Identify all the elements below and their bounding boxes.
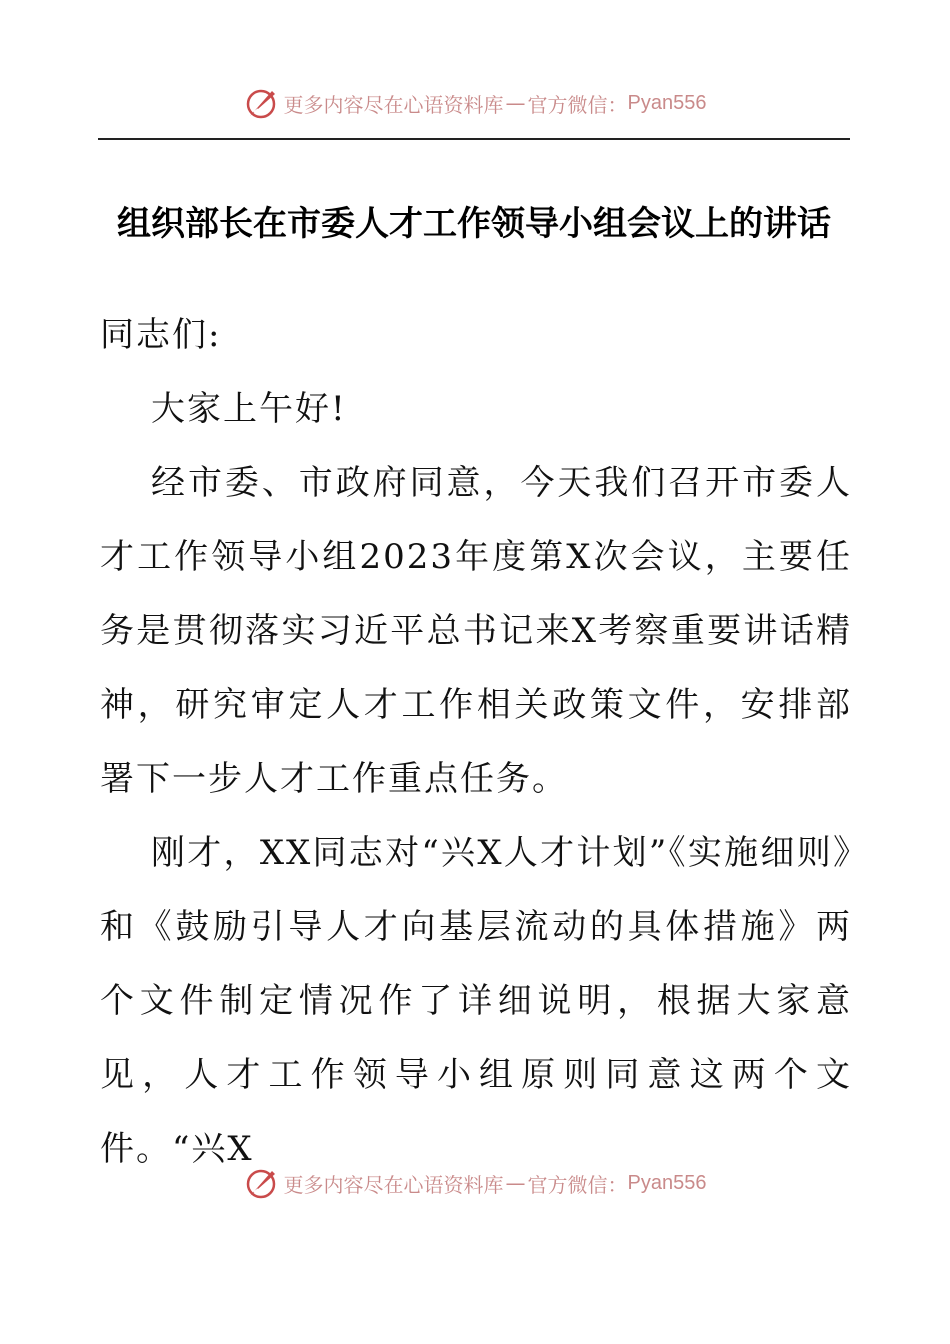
banner-wechat-id: Pyan556	[627, 91, 707, 114]
header-banner	[0, 83, 950, 123]
banner-wechat-label: 官方微信：	[527, 92, 628, 117]
document-body	[100, 298, 852, 1186]
header-divider	[98, 138, 850, 140]
quill-logo-icon	[244, 1165, 280, 1201]
salutation: 同志们:	[100, 315, 222, 355]
paragraph-documents: 刚才，XX同志对“兴X人才计划”《实施细则》和《鼓励引导人才向基层流动的具体措施》两个文件制定情况作了详细说明，根据大家意见，人才工作领导小组原则同意这两个文件。“兴X	[100, 833, 852, 1169]
banner-slogan: 更多内容尽在心语资料库	[283, 1172, 504, 1197]
document-title: 组织部长在市委人才工作领导小组会议上的讲话	[117, 204, 831, 244]
paragraph-greeting: 大家上午好!	[151, 389, 347, 429]
paragraph-intro: 经市委、市政府同意，今天我们召开市委人才工作领导小组2023年度第X次会议，主要任务是贯彻落实习近平总书记来X考察重要讲话精神，研究审定人才工作相关政策文件，安排部署下一步人才工作重点任务。	[100, 463, 852, 799]
quill-logo-icon	[244, 85, 280, 121]
banner-separator: —	[505, 91, 526, 115]
banner-slogan: 更多内容尽在心语资料库	[283, 92, 504, 117]
banner-separator: —	[505, 1171, 526, 1195]
banner-wechat-label: 官方微信：	[527, 1172, 628, 1197]
banner-wechat-id: Pyan556	[627, 1171, 707, 1194]
footer-banner	[0, 1163, 950, 1203]
